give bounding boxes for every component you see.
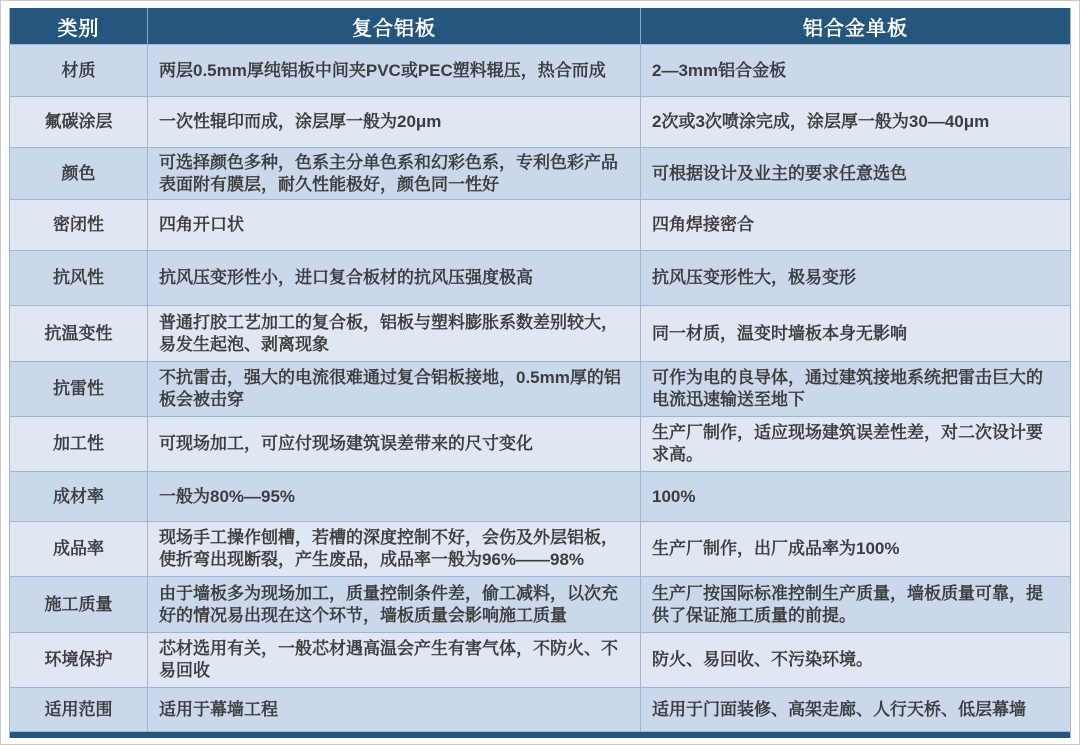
composite-cell: 适用于幕墙工程 [147,688,640,731]
category-cell: 材质 [61,60,96,80]
composite-cell: 一次性辊印而成，涂层厚一般为20μm [147,97,640,147]
table-bottom-bar [10,731,1070,738]
composite-cell: 可选择颜色多种，色系主分单色系和幻彩色系，专利色彩产品表面附有膜层，耐久性能极好，颜色同一性好 [147,148,640,199]
composite-cell: 现场手工操作刨槽，若槽的深度控制不好，会伤及外层铝板，使折弯出现断裂，产生废品，成品率一般为96%——98% [147,522,640,576]
table-row [10,44,1070,96]
table-row [10,521,1070,576]
single-cell: 防火、易回收、不污染环境。 [640,633,1070,687]
table-row [10,687,1070,731]
single-cell: 生产厂制作，适应现场建筑误差性差，对二次设计要求高。 [640,417,1070,471]
category-cell: 氟碳涂层 [44,112,113,132]
table-row [10,416,1070,471]
category-cell: 抗温变性 [44,323,113,343]
table-row [10,96,1070,147]
category-cell: 密闭性 [53,215,104,235]
category-cell: 抗雷性 [53,379,104,399]
header-composite-aluminum-panel: 复合铝板 [147,8,640,44]
composite-cell: 由于墙板多为现场加工，质量控制条件差，偷工减料，以次充好的情况易出现在这个环节，墙板质量会影响施工质量 [147,577,640,632]
table-row [10,250,1070,305]
category-cell: 环境保护 [44,650,113,670]
single-cell: 抗风压变形性大，极易变形 [640,251,1070,305]
table-row [10,632,1070,687]
header-aluminum-alloy-single-panel: 铝合金单板 [640,8,1070,44]
composite-cell: 芯材选用有关，一般芯材遇高温会产生有害气体，不防火、不易回收 [147,633,640,687]
single-cell: 100% [640,472,1070,521]
composite-cell: 四角开口状 [147,200,640,250]
table-row [10,361,1070,416]
single-cell: 同一材质，温变时墙板本身无影响 [640,306,1070,361]
single-cell: 四角焊接密合 [640,200,1070,250]
composite-cell: 两层0.5mm厚纯铝板中间夹PVC或PEC塑料辊压，热合而成 [147,45,640,96]
category-cell: 加工性 [53,434,104,454]
category-cell: 成材率 [53,486,104,506]
header-category: 类别 [57,17,100,40]
category-cell: 抗风性 [53,268,104,288]
category-cell: 颜色 [61,163,96,183]
category-cell: 适用范围 [44,699,113,719]
single-cell: 适用于门面装修、高架走廊、人行天桥、低层幕墙 [640,688,1070,731]
single-cell: 可根据设计及业主的要求任意选色 [640,148,1070,199]
composite-cell: 普通打胶工艺加工的复合板，铝板与塑料膨胀系数差别较大，易发生起泡、剥离现象 [147,306,640,361]
single-cell: 生产厂制作，出厂成品率为100% [640,522,1070,576]
table-row [10,199,1070,250]
table-body [10,44,1070,731]
table-row [10,471,1070,521]
single-cell: 2次或3次喷涂完成，涂层厚一般为30—40μm [640,97,1070,147]
table-header-row [10,8,1070,44]
single-cell: 可作为电的良导体，通过建筑接地系统把雷击巨大的电流迅速输送至地下 [640,362,1070,416]
table-row [10,147,1070,199]
composite-cell: 抗风压变形性小，进口复合板材的抗风压强度极高 [147,251,640,305]
single-cell: 2—3mm铝合金板 [640,45,1070,96]
table-row [10,576,1070,632]
composite-cell: 不抗雷击，强大的电流很难通过复合铝板接地，0.5mm厚的铝板会被击穿 [147,362,640,416]
table-row [10,305,1070,361]
single-cell: 生产厂按国际标准控制生产质量，墙板质量可靠，提供了保证施工质量的前提。 [640,577,1070,632]
comparison-table [9,8,1071,738]
composite-cell: 一般为80%—95% [147,472,640,521]
category-cell: 成品率 [53,539,104,559]
composite-cell: 可现场加工，可应付现场建筑误差带来的尺寸变化 [147,417,640,471]
category-cell: 施工质量 [44,594,113,614]
